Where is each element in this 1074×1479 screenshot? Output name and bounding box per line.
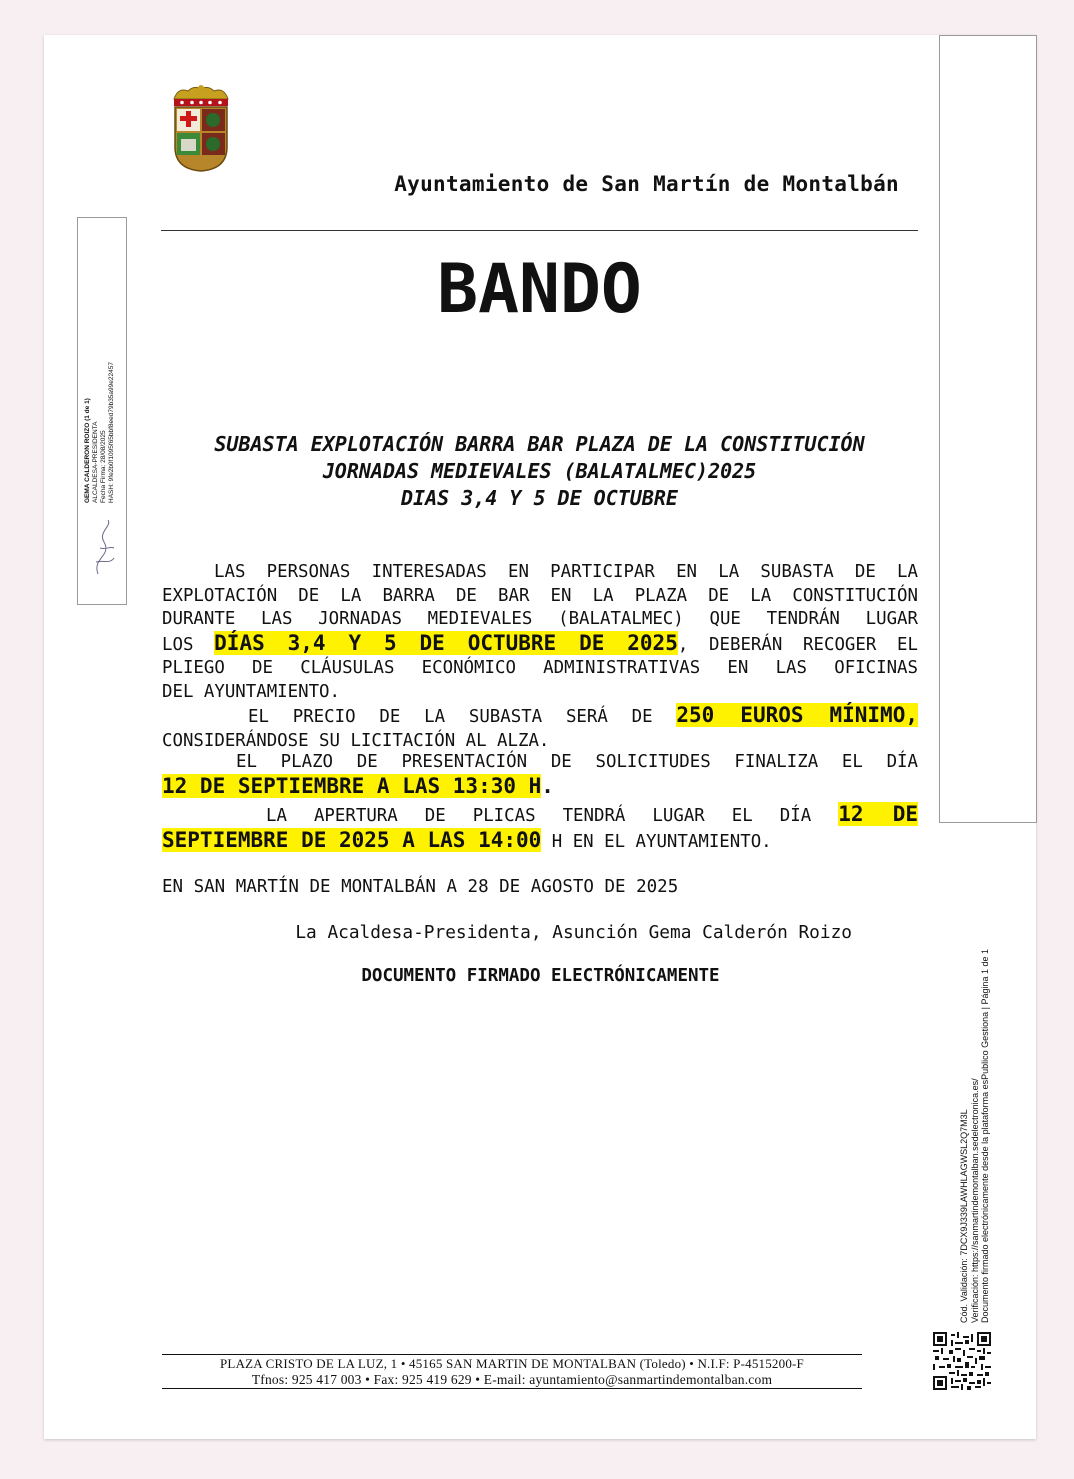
text-line (162, 632, 918, 658)
text-line (162, 829, 918, 855)
stamp-line: GEMA CALDERON ROIZO (1 de 1) (84, 398, 91, 503)
text-line: LAS PERSONAS INTERESADAS EN PARTICIPAR EN LA SUBASTA DE LA (214, 562, 918, 582)
header-divider (161, 230, 918, 231)
signature-stamp (77, 217, 127, 605)
text-line: EL PLAZO DE PRESENTACIÓN DE SOLICITUDES FINALIZA EL DÍA (236, 752, 918, 772)
footer-address: PLAZA CRISTO DE LA LUZ, 1 • 45165 SAN MARTIN DE MONTALBAN (Toledo) • N.I.F: P-4515200-F (162, 1354, 862, 1372)
document-page (44, 35, 1036, 1439)
text-line: EXPLOTACIÓN DE LA BARRA DE BAR EN LA PLAZA DE LA CONSTITUCIÓN (162, 585, 918, 606)
highlight-opening-date: SEPTIEMBRE DE 2025 A LAS 14:00 (162, 827, 542, 852)
stamp-line: ALCALDESA-PRESIDENTA (92, 421, 99, 503)
validation-line: Documento firmado electrónicamente desde la plataforma esPublico Gestiona | Página 1 de 1 (980, 948, 990, 1323)
paragraph-participation (162, 561, 918, 704)
date-line: EN SAN MARTÍN DE MONTALBÁN A 28 DE AGOSTO DE 2025 (162, 877, 679, 897)
text-line: DURANTE LAS JORNADAS MEDIEVALES (BALATALMEC) QUE TENDRÁN LUGAR (162, 609, 918, 629)
highlight-opening-day: 12 DE (838, 802, 918, 826)
validation-box (939, 35, 1037, 823)
signature-stamp-text (84, 362, 116, 503)
text-line (162, 704, 918, 730)
signatory: La Acaldesa-Presidenta, Asunción Gema Calderón Roizo (295, 922, 852, 943)
text-fragment: . (541, 773, 554, 798)
text-fragment: H EN EL AYUNTAMIENTO. (541, 831, 772, 852)
paragraph-price (162, 704, 918, 753)
coat-of-arms-icon (168, 85, 234, 173)
highlight-dates: DÍAS 3,4 Y 5 DE OCTUBRE DE 2025 (214, 630, 678, 655)
paragraph-opening (162, 803, 918, 854)
subheading-line: DIAS 3,4 Y 5 DE OCTUBRE (401, 486, 678, 510)
validation-line: Cód. Validación: 7DCX9J339LAWHLAGWSL2Q7M3L (959, 1109, 969, 1323)
text-line: PLIEGO DE CLÁUSULAS ECONÓMICO ADMINISTRATIVAS EN LAS OFICINAS (162, 658, 918, 678)
handwritten-signature-icon (90, 518, 118, 578)
stamp-line: HASH: 9fe2b0f1095f65bbf8eed79b35a99e22457 (108, 362, 115, 503)
stamp-line: Fecha Firma: 28/08/2025 (100, 430, 107, 503)
text-fragment: LA APERTURA DE PLICAS TENDRÁ LUGAR EL DÍA (266, 806, 812, 826)
footer-contact: Tfnos: 925 417 003 • Fax: 925 419 629 • E-mail: ayuntamiento@sanmartindemontalban.com (162, 1372, 862, 1389)
subheading-line: SUBASTA EXPLOTACIÓN BARRA BAR PLAZA DE LA CONSTITUCIÓN (214, 432, 865, 456)
paragraph-deadline (162, 751, 918, 800)
text-fragment: , DEBERÁN RECOGER EL (677, 634, 918, 655)
highlight-price: 250 EUROS MÍNIMO, (676, 703, 918, 727)
organization-name: Ayuntamiento de San Martín de Montalbán (394, 172, 899, 196)
qr-code-icon[interactable] (933, 1332, 991, 1390)
subheading-line: JORNADAS MEDIEVALES (BALATALMEC)2025 (322, 459, 757, 483)
subheading (161, 431, 918, 512)
validation-line: Verificación: https://sanmartindemontalban.sedelectronica.es/ (969, 1078, 980, 1323)
footer (162, 1354, 862, 1389)
text-fragment: EL PRECIO DE LA SUBASTA SERÁ DE (248, 707, 653, 727)
document-title: BANDO (437, 250, 642, 329)
text-line: DEL AYUNTAMIENTO. (162, 681, 340, 702)
signed-notice: DOCUMENTO FIRMADO ELECTRÓNICAMENTE (361, 966, 720, 986)
text-line (162, 803, 918, 829)
text-line (162, 775, 918, 801)
text-line: CONSIDERÁNDOSE SU LICITACIÓN AL ALZA. (162, 730, 550, 751)
highlight-deadline: 12 DE SEPTIEMBRE A LAS 13:30 H (162, 773, 542, 798)
validation-text (959, 949, 991, 1323)
text-fragment: LOS (162, 634, 194, 655)
